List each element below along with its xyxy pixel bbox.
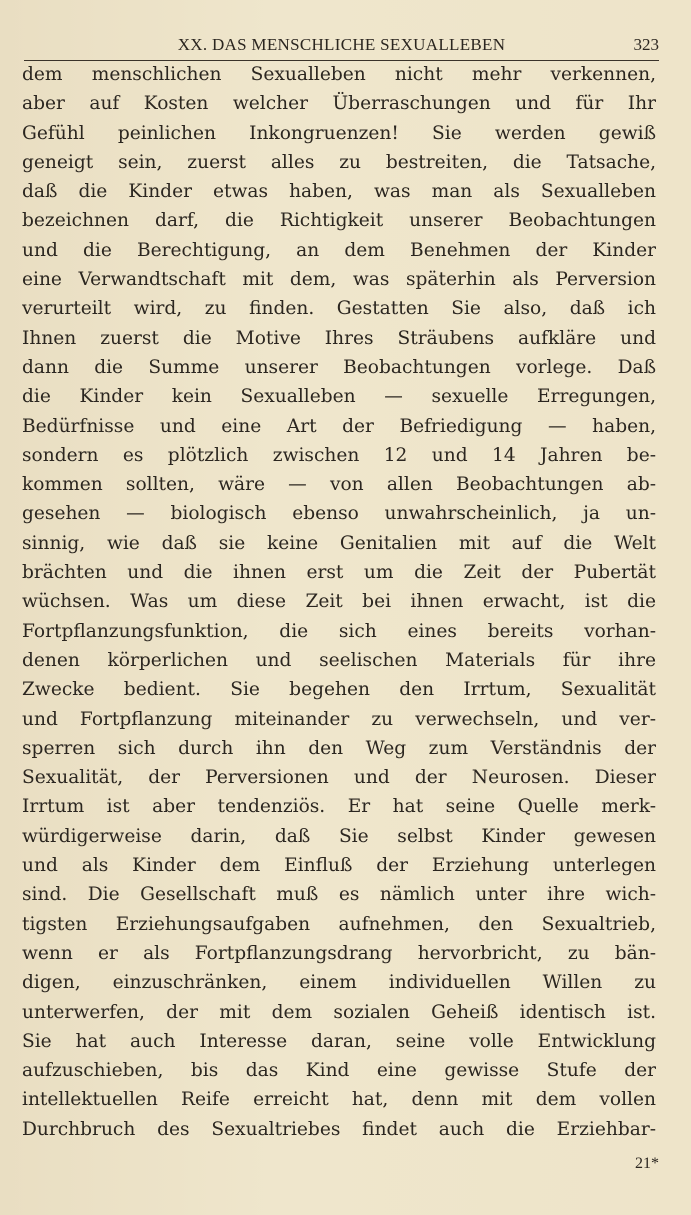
text-line: sondern es plötzlich zwischen 12 und 14 Jahren be- (22, 444, 656, 466)
text-line: Ihnen zuerst die Motive Ihres Sträubens aufkläre und (22, 327, 656, 349)
text-line: geneigt sein, zuerst alles zu bestreiten, die Tatsache, (22, 151, 656, 173)
page-header (24, 30, 659, 61)
text-line: eine Verwandtschaft mit dem, was späterhin als Perversion (22, 269, 656, 291)
text-line: dann die Summe unserer Beobachtungen vorlege. Daß (22, 356, 656, 378)
text-line: dem menschlichen Sexualleben nicht mehr verkennen, (22, 64, 656, 85)
text-line: Gefühl peinlichen Inkongruenzen! Sie werden gewiß (22, 122, 656, 144)
text-line: tigsten Erziehungsaufgaben aufnehmen, den Sexualtrieb, (22, 913, 656, 935)
text-line: aufzuschieben, bis das Kind eine gewisse Stufe der (22, 1060, 656, 1082)
text-line: Irrtum ist aber tendenziös. Er hat seine Quelle merk- (22, 796, 656, 818)
text-line: sinnig, wie daß sie keine Genitalien mit auf die Welt (22, 532, 656, 554)
text-line: aber auf Kosten welcher Überraschungen und für Ihr (22, 93, 656, 115)
text-line: sind. Die Gesellschaft muß es nämlich unter ihre wich- (22, 884, 656, 906)
text-line: verurteilt wird, zu finden. Gestatten Sie also, daß ich (22, 298, 656, 320)
text-line: Sie hat auch Interesse daran, seine volle Entwicklung (22, 1030, 656, 1052)
text-line: bezeichnen darf, die Richtigkeit unserer Beobachtungen (22, 210, 656, 232)
text-line: denen körperlichen und seelischen Materials für ihre (22, 649, 656, 671)
text-line: würdigerweise darin, daß Sie selbst Kinder gewesen (22, 825, 656, 847)
text-line: Zwecke bedient. Sie begehen den Irrtum, Sexualität (22, 679, 656, 701)
text-line: Durchbruch des Sexualtriebes findet auch die Erziehbar- (22, 1118, 656, 1140)
text-line: brächten und die ihnen erst um die Zeit der Pubertät (22, 562, 656, 584)
text-line: die Kinder kein Sexualleben — sexuelle Erregungen, (22, 386, 656, 408)
page-number: 323 (633, 35, 659, 54)
text-line: daß die Kinder etwas haben, was man als Sexualleben (22, 181, 656, 203)
text-line: und als Kinder dem Einfluß der Erziehung unterlegen (22, 855, 656, 877)
text-line: digen, einzuschränken, einem individuellen Willen zu (22, 972, 656, 994)
text-line: und die Berechtigung, an dem Benehmen der Kinder (22, 239, 656, 261)
text-line: Sexualität, der Perversionen und der Neurosen. Dieser (22, 767, 656, 789)
running-head: XX. DAS MENSCHLICHE SEXUALLEBEN (177, 35, 506, 54)
text-line: Fortpflanzungsfunktion, die sich eines bereits vorhan- (22, 620, 656, 642)
text-line: unterwerfen, der mit dem sozialen Geheiß identisch ist. (22, 1001, 656, 1023)
body-text (22, 60, 656, 1144)
text-line: wenn er als Fortpflanzungsdrang hervorbricht, zu bän- (22, 942, 656, 964)
text-line: sperren sich durch ihn den Weg zum Verständnis der (22, 737, 656, 759)
text-line: intellektuellen Reife erreicht hat, denn mit dem vollen (22, 1089, 656, 1111)
text-line: gesehen — biologisch ebenso unwahrscheinlich, ja un- (22, 503, 656, 525)
text-line: kommen sollten, wäre — von allen Beobachtungen ab- (22, 474, 656, 496)
text-line: Bedürfnisse und eine Art der Befriedigung — haben, (22, 415, 656, 437)
text-line: und Fortpflanzung miteinander zu verwechseln, und ver- (22, 708, 656, 730)
printer-signature: 21* (635, 1155, 659, 1172)
text-line: wüchsen. Was um diese Zeit bei ihnen erwacht, ist die (22, 591, 656, 613)
